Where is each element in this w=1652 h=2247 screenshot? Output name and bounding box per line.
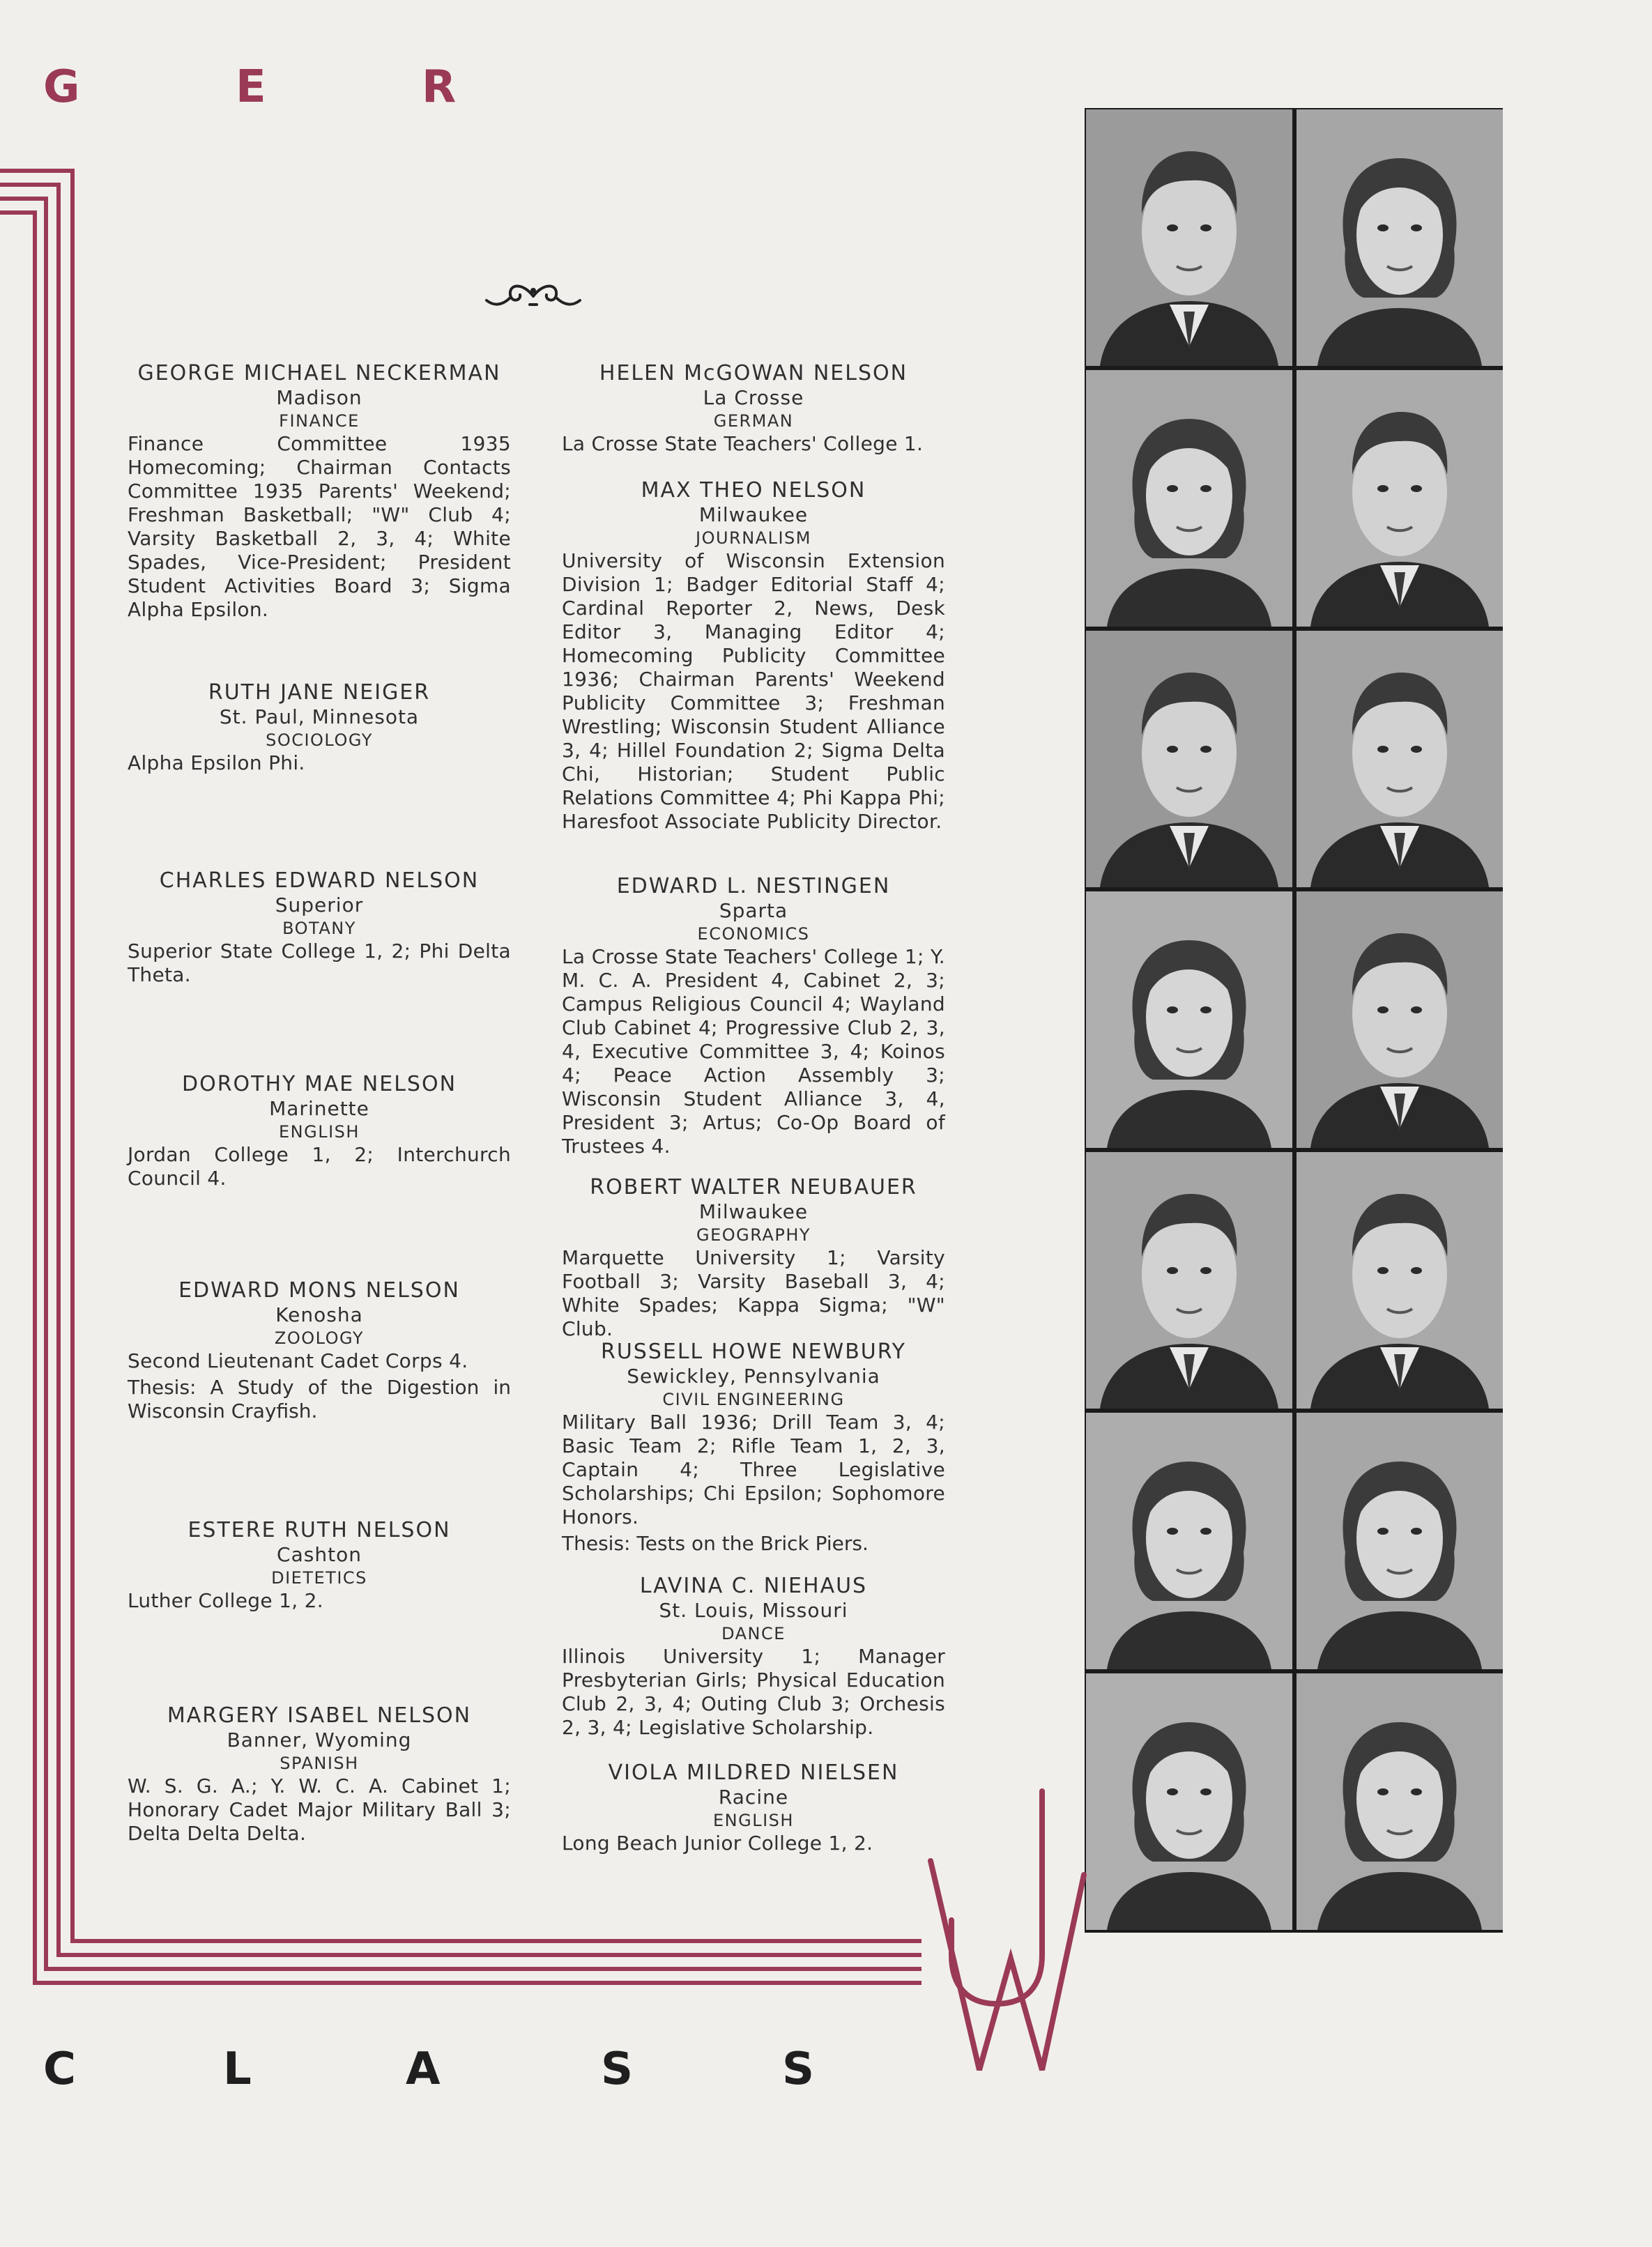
student-entry: [128, 1278, 511, 1423]
student-name: ROBERT WALTER NEUBAUER: [590, 1175, 917, 1199]
student-major: ECONOMICS: [697, 924, 810, 944]
student-major: GEOGRAPHY: [696, 1225, 811, 1245]
student-hometown: Sewickley, Pennsylvania: [627, 1365, 880, 1388]
student-hometown: Milwaukee: [698, 503, 809, 526]
student-hometown: Kenosha: [275, 1303, 363, 1326]
student-name: CHARLES EDWARD NELSON: [159, 868, 480, 893]
student-name: DOROTHY MAE NELSON: [181, 1072, 457, 1096]
student-entry: [562, 1175, 945, 1341]
student-activities: Alpha Epsilon Phi.: [128, 751, 305, 774]
portrait-photo-icon: [1086, 631, 1292, 887]
student-hometown: Racine: [718, 1786, 789, 1809]
student-name: EDWARD MONS NELSON: [178, 1278, 460, 1303]
student-major: DIETETICS: [271, 1568, 367, 1588]
portrait-photo-icon: [1297, 370, 1503, 627]
portrait-photo-icon: [1086, 370, 1292, 627]
student-entry: [562, 1574, 945, 1740]
student-hometown: Sparta: [719, 899, 788, 922]
student-activities: Jordan College 1, 2; Interchurch Council 4.: [128, 1143, 511, 1190]
student-major: DANCE: [721, 1624, 786, 1643]
scroll-ornament-icon: [481, 275, 586, 317]
student-entry: [562, 478, 945, 834]
student-entry: [128, 1703, 511, 1846]
student-activities: Finance Committee 1935 Homecoming; Chairman Contacts Committee 1935 Parents' Weekend; Freshman Basketball; "W" Club 4; Varsity Basketball 2, 3, 4; White Spades, Vice-President; President Student Activities Board 3; Sigma Alpha Epsilon.: [128, 432, 511, 621]
footer-letter: C: [43, 2043, 76, 2095]
student-activities: La Crosse State Teachers' College 1; Y. M. C. A. President 4, Cabinet 2, 3; Campus Religious Council 4; Wayland Club Cabinet 4; Progressive Club 2, 3, 4, Executive Committee 3, 4; Koinos 4; Peace Action Assembly 3; Wisconsin Student Alliance 3, 4, President 3; Artus; Co-Op Board of Trustees 4.: [562, 945, 945, 1158]
portrait-photo-icon: [1297, 109, 1503, 366]
student-thesis: Thesis: Tests on the Brick Piers.: [562, 1532, 869, 1555]
student-major: ZOOLOGY: [274, 1328, 365, 1348]
student-major: JOURNALISM: [696, 528, 811, 548]
student-hometown: Marinette: [269, 1097, 369, 1120]
student-entry: [128, 868, 511, 987]
student-portrait: [1086, 891, 1292, 1148]
student-activities: Marquette University 1; Varsity Football 3; Varsity Baseball 3, 4; White Spades; Kappa Sigma; "W" Club.: [562, 1246, 945, 1340]
student-portrait: [1297, 109, 1503, 366]
portrait-grid: [1085, 108, 1503, 1933]
portrait-photo-icon: [1297, 1413, 1503, 1669]
header-letter: E: [236, 61, 266, 113]
student-name: MAX THEO NELSON: [641, 478, 866, 503]
student-name: EDWARD L. NESTINGEN: [616, 874, 891, 898]
student-hometown: La Crosse: [703, 386, 804, 409]
student-activities: University of Wisconsin Extension Division 1; Badger Editorial Staff 4; Cardinal Reporter 2, News, Desk Editor 3, Managing Editor 4; Homecoming Publicity Committee 1936; Chairman Parents' Weekend Publicity Committee 3; Freshman Wrestling; Wisconsin Student Alliance 3, 4; Hillel Foundation 2; Sigma Delta Chi, Historian; Student Public Relations Committee 4; Phi Kappa Phi; Haresfoot Associate Publicity Director.: [562, 549, 945, 833]
portrait-photo-icon: [1297, 1152, 1503, 1409]
student-portrait: [1297, 1413, 1503, 1669]
student-entry: [128, 1518, 511, 1613]
student-major: ENGLISH: [713, 1811, 794, 1830]
student-activities: Military Ball 1936; Drill Team 3, 4; Basic Team 2; Rifle Team 1, 2, 3, Captain 4; Three Legislative Scholarships; Chi Epsilon; Sophomore Honors.: [562, 1411, 945, 1528]
student-activities: Long Beach Junior College 1, 2.: [562, 1832, 873, 1855]
student-major: BOTANY: [282, 919, 356, 938]
student-name: RUTH JANE NEIGER: [208, 680, 431, 705]
header-letter: R: [422, 61, 457, 113]
portrait-photo-icon: [1086, 891, 1292, 1148]
student-entry: [562, 1340, 945, 1556]
portrait-photo-icon: [1086, 109, 1292, 366]
uw-logo: [920, 1784, 1094, 2077]
student-portrait: [1297, 1152, 1503, 1409]
student-major: FINANCE: [279, 411, 360, 431]
student-activities: Luther College 1, 2.: [128, 1589, 323, 1612]
portrait-photo-icon: [1297, 631, 1503, 887]
student-portrait: [1297, 1673, 1503, 1930]
student-hometown: St. Paul, Minnesota: [219, 705, 420, 728]
student-major: CIVIL ENGINEERING: [662, 1390, 845, 1409]
header-letter: G: [43, 61, 80, 113]
portrait-photo-icon: [1297, 891, 1503, 1148]
student-name: ESTERE RUTH NELSON: [188, 1518, 451, 1542]
portrait-photo-icon: [1086, 1152, 1292, 1409]
student-entry: [128, 680, 511, 775]
student-portrait: [1086, 631, 1292, 887]
student-activities: La Crosse State Teachers' College 1.: [562, 432, 924, 455]
student-hometown: Madison: [276, 386, 362, 409]
student-portrait: [1297, 631, 1503, 887]
student-name: VIOLA MILDRED NIELSEN: [608, 1761, 899, 1785]
student-activities: Illinois University 1; Manager Presbyterian Girls; Physical Education Club 2, 3, 4; Outing Club 3; Orchesis 2, 3, 4; Legislative Scholarship.: [562, 1645, 945, 1739]
footer-letter: S: [782, 2043, 815, 2095]
portrait-photo-icon: [1297, 1673, 1503, 1930]
student-portrait: [1086, 1673, 1292, 1930]
student-major: SPANISH: [280, 1754, 359, 1773]
footer-letter: L: [223, 2043, 252, 2095]
portrait-photo-icon: [1086, 1413, 1292, 1669]
student-activities: Second Lieutenant Cadet Corps 4.: [128, 1349, 468, 1372]
student-entry: [128, 361, 511, 622]
student-name: MARGERY ISABEL NELSON: [167, 1703, 472, 1728]
student-portrait: [1297, 370, 1503, 627]
footer-letter: S: [601, 2043, 634, 2095]
student-major: ENGLISH: [279, 1122, 360, 1142]
portrait-photo-icon: [1086, 1673, 1292, 1930]
student-portrait: [1297, 891, 1503, 1148]
footer-letter: A: [406, 2043, 441, 2095]
student-major: SOCIOLOGY: [266, 730, 373, 750]
student-portrait: [1086, 370, 1292, 627]
student-major: GERMAN: [713, 411, 794, 431]
student-hometown: Milwaukee: [698, 1200, 809, 1223]
student-thesis: Thesis: A Study of the Digestion in Wisconsin Crayfish.: [128, 1376, 511, 1422]
student-hometown: Superior: [275, 894, 364, 917]
student-portrait: [1086, 1152, 1292, 1409]
student-entry: [562, 874, 945, 1158]
student-hometown: St. Louis, Missouri: [659, 1599, 848, 1622]
student-name: HELEN McGOWAN NELSON: [599, 361, 908, 385]
student-entry: [562, 1761, 945, 1855]
page-footer-letters: [0, 2043, 836, 2099]
student-name: RUSSELL HOWE NEWBURY: [601, 1340, 906, 1364]
student-hometown: Banner, Wyoming: [227, 1728, 412, 1751]
student-portrait: [1086, 1413, 1292, 1669]
student-name: GEORGE MICHAEL NECKERMAN: [137, 361, 501, 385]
student-activities: Superior State College 1, 2; Phi Delta Theta.: [128, 940, 511, 986]
student-entry: [128, 1072, 511, 1190]
student-portrait: [1086, 109, 1292, 366]
student-hometown: Cashton: [277, 1543, 362, 1566]
student-entry: [562, 361, 945, 456]
student-activities: W. S. G. A.; Y. W. C. A. Cabinet 1; Honorary Cadet Major Military Ball 3; Delta Delta Delta.: [128, 1774, 511, 1845]
student-name: LAVINA C. NIEHAUS: [639, 1574, 868, 1598]
